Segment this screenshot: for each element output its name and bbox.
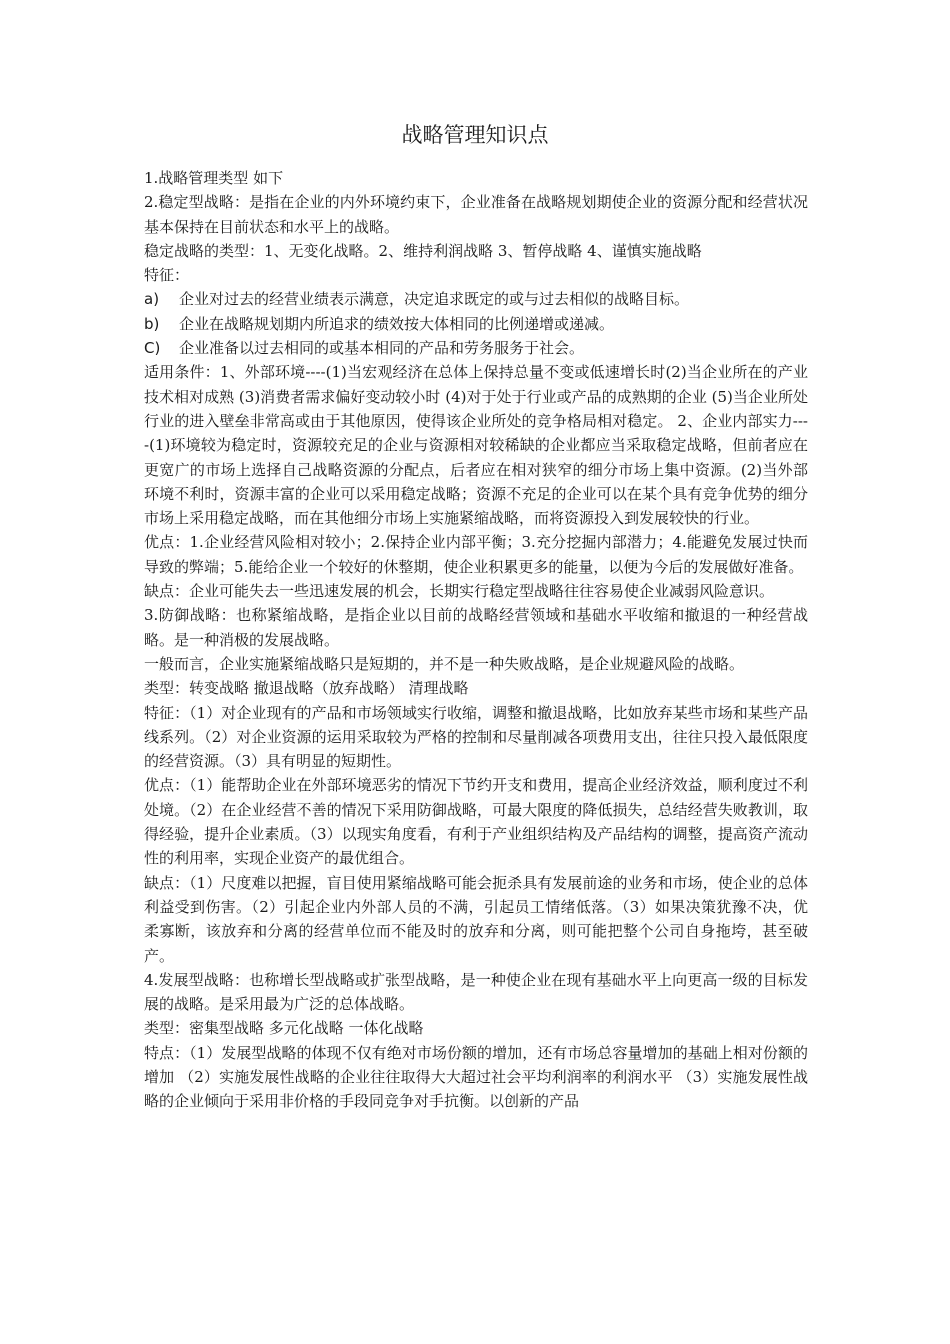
paragraph: 3.防御战略：也称紧缩战略，是指企业以目前的战略经营领域和基础水平收缩和撤退的一种经营战略。是一种消极的发展战略。	[144, 606, 808, 649]
paragraph: 适用条件：1、外部环境----(1)当宏观经济在总体上保持总量不变或低速增长时(2)当企业所在的产业技术相对成熟 (3)消费者需求偏好变动较小时 (4)对于处于行业或产品的成熟期的企业 (5)当企业所处行业的进入壁垒非常高或由于其他原因，使得该企业所处的竞争格局相对稳定。 2、企业内部实力----(1)环境较为稳定时，资源较充足的企业与资源相对较稀缺的企业都应当采取稳定战略，但前者应在更宽广的市场上选择自己战略资源的分配点，后者应在相对狭窄的细分市场上集中资源。(2)当外部环境不利时，资源丰富的企业可以采用稳定战略；资源不充足的企业可以在某个具有竞争优势的细分市场上采用稳定战略，而在其他细分市场上实施紧缩战略，而将资源投入到发展较快的行业。	[144, 363, 808, 528]
list-item	[144, 312, 808, 336]
page-title: 战略管理知识点	[401, 123, 549, 147]
list-item-text: 企业准备以过去相同的或基本相同的产品和劳务服务于社会。	[179, 339, 585, 358]
list-marker: b)	[144, 314, 160, 333]
paragraph: 2.稳定型战略：是指在企业的内外环境约束下，企业准备在战略规划期使企业的资源分配和经营状况基本保持在目前状态和水平上的战略。	[144, 193, 808, 236]
paragraph: 一般而言，企业实施紧缩战略只是短期的，并不是一种失败战略，是企业规避风险的战略。	[144, 654, 745, 673]
paragraph: 特点：（1）发展型战略的体现不仅有绝对市场份额的增加，还有市场总容量增加的基础上相对份额的增加 （2）实施发展性战略的企业往往取得大大超过社会平均利润率的利润水平 （3）实施发展性战略的企业倾向于采用非价格的手段同竞争对手抗衡。以创新的产品	[144, 1043, 808, 1111]
paragraph: 类型：密集型战略 多元化战略 一体化战略	[144, 1019, 424, 1038]
paragraph: 特征：（1）对企业现有的产品和市场领域实行收缩，调整和撤退战略，比如放弃某些市场和某些产品线系列。（2）对企业资源的运用采取较为严格的控制和尽量削减各项费用支出，往往只投入最低限度的经营资源。（3）具有明显的短期性。	[144, 703, 808, 771]
paragraph: 缺点：（1）尺度难以把握，盲目使用紧缩战略可能会扼杀具有发展前途的业务和市场，使企业的总体利益受到伤害。（2）引起企业内外部人员的不满，引起员工情绪低落。（3）如果决策犹豫不决，优柔寡断，该放弃和分离的经营单位而不能及时的放弃和分离，则可能把整个公司自身拖垮，甚至破产。	[144, 873, 808, 965]
paragraph: 类型：转变战略 撤退战略（放弃战略） 清理战略	[144, 679, 469, 698]
paragraph: 优点：（1）能帮助企业在外部环境恶劣的情况下节约开支和费用，提高企业经济效益，顺利度过不利处境。（2）在企业经营不善的情况下采用防御战略，可最大限度的降低损失，总结经营失败教训，取得经验，提升企业素质。（3）以现实角度看，有利于产业组织结构及产品结构的调整，提高资产流动性的利用率，实现企业资产的最优组合。	[144, 776, 808, 868]
list-item-text: 企业在战略规划期内所追求的绩效按大体相同的比例递增或递减。	[179, 314, 615, 333]
paragraph: 4.发展型战略：也称增长型战略或扩张型战略，是一种使企业在现有基础水平上向更高一级的目标发展的战略。是采用最为广泛的总体战略。	[144, 970, 808, 1014]
paragraph: 特征：	[144, 266, 190, 285]
document-body	[144, 166, 808, 1114]
list-item	[144, 336, 808, 360]
paragraph: 1.战略管理类型 如下	[144, 169, 284, 187]
list-item-text: 企业对过去的经营业绩表示满意，决定追求既定的或与过去相似的战略目标。	[179, 290, 690, 309]
list-marker: C)	[144, 339, 161, 358]
list-item	[144, 287, 808, 311]
paragraph: 优点：1.企业经营风险相对较小；2.保持企业内部平衡；3.充分挖掘内部潜力；4.能避免发展过快而导致的弊端；5.能给企业一个较好的休整期，使企业积累更多的能量，以便为今后的发展做好准备。	[144, 533, 808, 576]
paragraph: 缺点：企业可能失去一些迅速发展的机会，长期实行稳定型战略往往容易使企业减弱风险意识。	[144, 582, 775, 601]
paragraph: 稳定战略的类型：1、无变化战略。2、维持利润战略 3、暂停战略 4、谨慎实施战略	[144, 241, 702, 260]
list-marker: a)	[144, 290, 160, 309]
